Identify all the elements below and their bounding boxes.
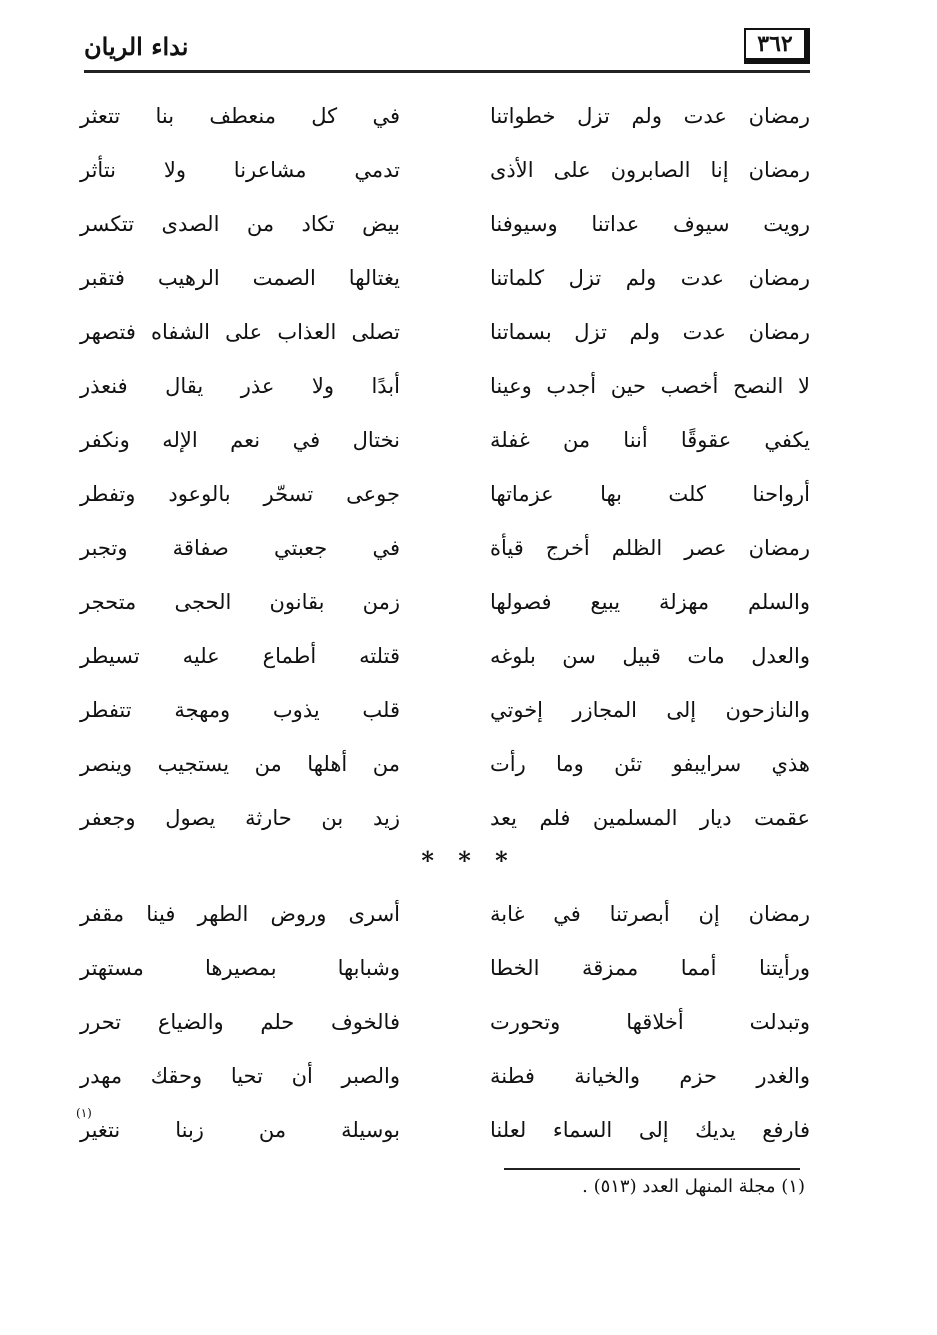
verse-first-hemistich: والنازحون إلى المجازر إخوتي bbox=[490, 698, 810, 722]
verse bbox=[80, 370, 810, 424]
verse bbox=[80, 262, 810, 316]
verse-first-hemistich: ورأيتنا أمما ممزقة الخطا bbox=[490, 956, 810, 980]
verse-first-hemistich: هذي سرايبفو تئن وما رأت bbox=[490, 752, 810, 776]
verse-first-hemistich: عقمت ديار المسلمين فلم يعد bbox=[490, 806, 810, 830]
footnote: (١) مجلة المنهل العدد (٥١٣) . bbox=[582, 1176, 805, 1197]
verse-second-hemistich: زمن بقانون الحجى متحجر bbox=[80, 590, 400, 614]
verse bbox=[80, 100, 810, 154]
footnote-rule bbox=[504, 1168, 800, 1170]
verse bbox=[80, 586, 810, 640]
verse bbox=[80, 316, 810, 370]
verse-second-hemistich: في كل منعطف بنا تتعثر bbox=[80, 104, 400, 128]
verse-second-hemistich: والصبر أن تحيا وحقك مهدر bbox=[80, 1064, 400, 1088]
verse-first-hemistich: رمضان عدت ولم تزل بسماتنا bbox=[490, 320, 810, 344]
page-number: ٣٦٢ bbox=[744, 28, 810, 64]
verse bbox=[80, 424, 810, 478]
verse-second-hemistich: بيض تكاد من الصدى تتكسر bbox=[80, 212, 400, 236]
verse-first-hemistich: رويت سيوف عداتنا وسيوفنا bbox=[490, 212, 810, 236]
verse-second-hemistich: يغتالها الصمت الرهيب فتقبر bbox=[80, 266, 400, 290]
verse-second-hemistich: تدمي مشاعرنا ولا نتأثر bbox=[80, 158, 400, 182]
verse-second-hemistich: نختال في نعم الإله ونكفر bbox=[80, 428, 400, 452]
verse-first-hemistich: والغدر حزم والخيانة فطنة bbox=[490, 1064, 810, 1088]
page-header bbox=[84, 28, 810, 76]
verse-first-hemistich: يكفي عقوقًا أننا من غفلة bbox=[490, 428, 810, 452]
verse-second-hemistich: قتلته أطماع عليه تسيطر bbox=[80, 644, 400, 668]
header-rule bbox=[84, 70, 810, 73]
verse-first-hemistich: رمضان عدت ولم تزل كلماتنا bbox=[490, 266, 810, 290]
verse bbox=[80, 748, 810, 802]
verse-second-hemistich: قلب يذوب ومهجة تتفطر bbox=[80, 698, 400, 722]
verse-second-hemistich: فالخوف حلم والضياع تحرر bbox=[80, 1010, 400, 1034]
verse-first-hemistich: أرواحنا كلت بها عزماتها bbox=[490, 482, 810, 506]
verse-first-hemistich: رمضان إنا الصابرون على الأذى bbox=[490, 158, 810, 182]
verse bbox=[80, 694, 810, 748]
verse-first-hemistich: فارفع يديك إلى السماء لعلنا bbox=[490, 1118, 810, 1142]
verse-second-hemistich: أبدًا ولا عذر يقال فنعذر bbox=[80, 374, 400, 398]
verse bbox=[80, 952, 810, 1006]
section-separator: * * * bbox=[421, 846, 516, 875]
verse-first-hemistich: رمضان إن أبصرتنا في غابة bbox=[490, 902, 810, 926]
book-title: نداء الريان bbox=[84, 32, 189, 61]
verse-second-hemistich: وشبابها بمصيرها مستهتر bbox=[80, 956, 400, 980]
verse bbox=[80, 208, 810, 262]
verse bbox=[80, 532, 810, 586]
verse-first-hemistich: والعدل مات قبيل سن بلوغه bbox=[490, 644, 810, 668]
verse-second-hemistich: جوعى تسحّر بالوعود وتفطر bbox=[80, 482, 400, 506]
verse bbox=[80, 154, 810, 208]
verse bbox=[80, 898, 810, 952]
verse-second-hemistich: في جعبتي صفاقة وتجبر bbox=[80, 536, 400, 560]
verse bbox=[76, 1106, 810, 1168]
footnote-marker: (١) bbox=[76, 1106, 92, 1120]
poem-section-2 bbox=[76, 898, 810, 1168]
verse bbox=[80, 1060, 810, 1114]
verse-second-hemistich: أسرى وروض الطهر فينا مقفر bbox=[80, 902, 400, 926]
verse bbox=[80, 478, 810, 532]
verse-second-hemistich: من أهلها من يستجيب وينصر bbox=[80, 752, 400, 776]
verse bbox=[80, 640, 810, 694]
verse-first-hemistich: لا النصح أخصب حين أجدب وعينا bbox=[490, 374, 810, 398]
verse-first-hemistich: رمضان عصر الظلم أخرج قيأة bbox=[490, 536, 810, 560]
poem-section-1 bbox=[80, 100, 810, 856]
verse-second-hemistich: تصلى العذاب على الشفاه فتصهر bbox=[80, 320, 400, 344]
verse-first-hemistich: والسلم مهزلة يبيع فصولها bbox=[490, 590, 810, 614]
verse-second-hemistich: بوسيلة من زبنا نتغير bbox=[80, 1118, 400, 1142]
verse bbox=[80, 1006, 810, 1060]
verse-first-hemistich: رمضان عدت ولم تزل خطواتنا bbox=[490, 104, 810, 128]
verse-second-hemistich: زيد بن حارثة يصول وجعفر bbox=[80, 806, 400, 830]
verse-first-hemistich: وتبدلت أخلاقها وتحورت bbox=[490, 1010, 810, 1034]
